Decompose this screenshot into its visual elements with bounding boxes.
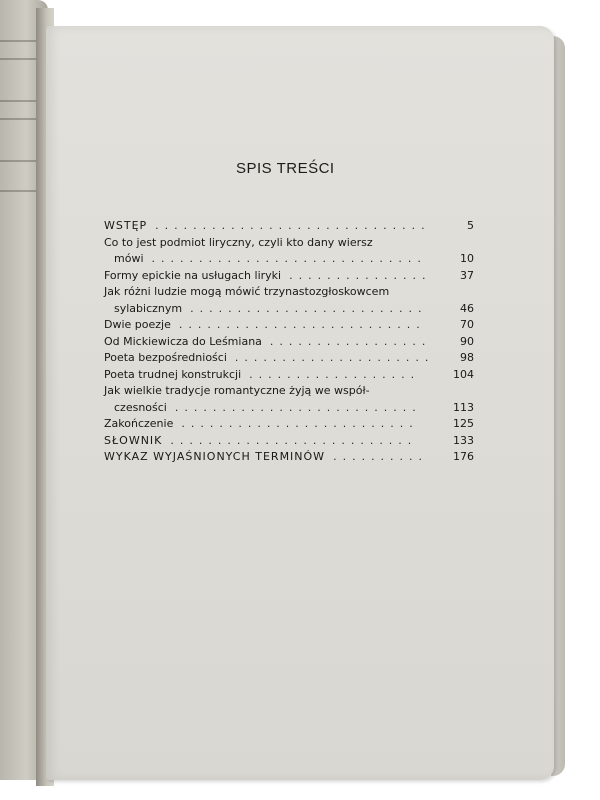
toc-leader-dots: ......................... [190, 301, 428, 315]
toc-page-number: 113 [453, 400, 474, 414]
toc-page-number: 10 [460, 252, 474, 265]
toc-entry [104, 416, 474, 433]
toc-leader-dots: ............... [289, 268, 432, 282]
toc-entry [104, 268, 474, 285]
toc-entry [104, 367, 474, 384]
toc-entry-title: WSTĘP [104, 219, 148, 232]
toc-leader-dots: ............................. [155, 219, 431, 232]
toc-entry-title: czesności [114, 400, 167, 414]
toc-entry-title: Od Mickiewicza do Leśmiana [104, 334, 262, 348]
toc-page-number: 176 [453, 450, 474, 463]
toc-leader-dots: ................. [269, 334, 432, 348]
toc-leader-dots: .......................... [170, 433, 418, 447]
toc-page-number: 104 [453, 367, 474, 381]
toc-entry [104, 317, 474, 334]
toc-entry-title: Jak wielkie tradycje romantyczne żyją we współ- [104, 384, 370, 397]
toc-entry-title: sylabicznym [114, 301, 183, 315]
toc-entry [104, 449, 474, 466]
toc-page-number: 125 [453, 417, 474, 430]
toc-page-number: 98 [460, 351, 474, 364]
toc-entry-title: Formy epickie na usługach liryki [104, 268, 282, 282]
toc-entry-title: Jak różni ludzie mogą mówić trzynastozgłoskowcem [104, 285, 390, 298]
toc-page-number: 90 [460, 334, 474, 348]
toc-entry-title: mówi [114, 252, 144, 265]
toc-leader-dots: .......................... [178, 318, 426, 331]
toc-entry [104, 383, 474, 416]
toc-entry-title: Dwie poezje [104, 318, 171, 331]
toc-page-number: 70 [460, 318, 474, 331]
toc-entry-title: Poeta trudnej konstrukcji [104, 367, 242, 381]
toc-entry [104, 350, 474, 367]
toc-page-number: 5 [467, 219, 474, 232]
toc-leader-dots: .................. [249, 367, 421, 381]
toc-leader-dots: ............................. [151, 252, 427, 265]
toc-entry [104, 235, 474, 268]
contents-heading: SPIS TREŚCI [236, 160, 335, 177]
toc-entry-title: Poeta bezpośredniości [104, 351, 227, 364]
toc-entry [104, 218, 474, 235]
toc-entry-title: Zakończenie [104, 417, 174, 430]
toc-entry-title: Co to jest podmiot liryczny, czyli kto dany wiersz [104, 235, 373, 249]
toc-leader-dots: .......... [333, 450, 429, 463]
toc-entry [104, 284, 474, 317]
toc-entry-title: SŁOWNIK [104, 433, 163, 447]
toc-leader-dots: .......................... [174, 400, 422, 414]
toc-page-number: 133 [453, 433, 474, 447]
toc-entry-title: WYKAZ WYJAŚNIONYCH TERMINÓW [104, 450, 326, 463]
toc-leader-dots: ..................... [234, 351, 435, 364]
table-of-contents [104, 218, 474, 466]
toc-page-number: 46 [460, 301, 474, 315]
toc-leader-dots: ......................... [181, 417, 419, 430]
toc-entry [104, 334, 474, 351]
toc-page-number: 37 [460, 268, 474, 282]
toc-entry [104, 433, 474, 450]
